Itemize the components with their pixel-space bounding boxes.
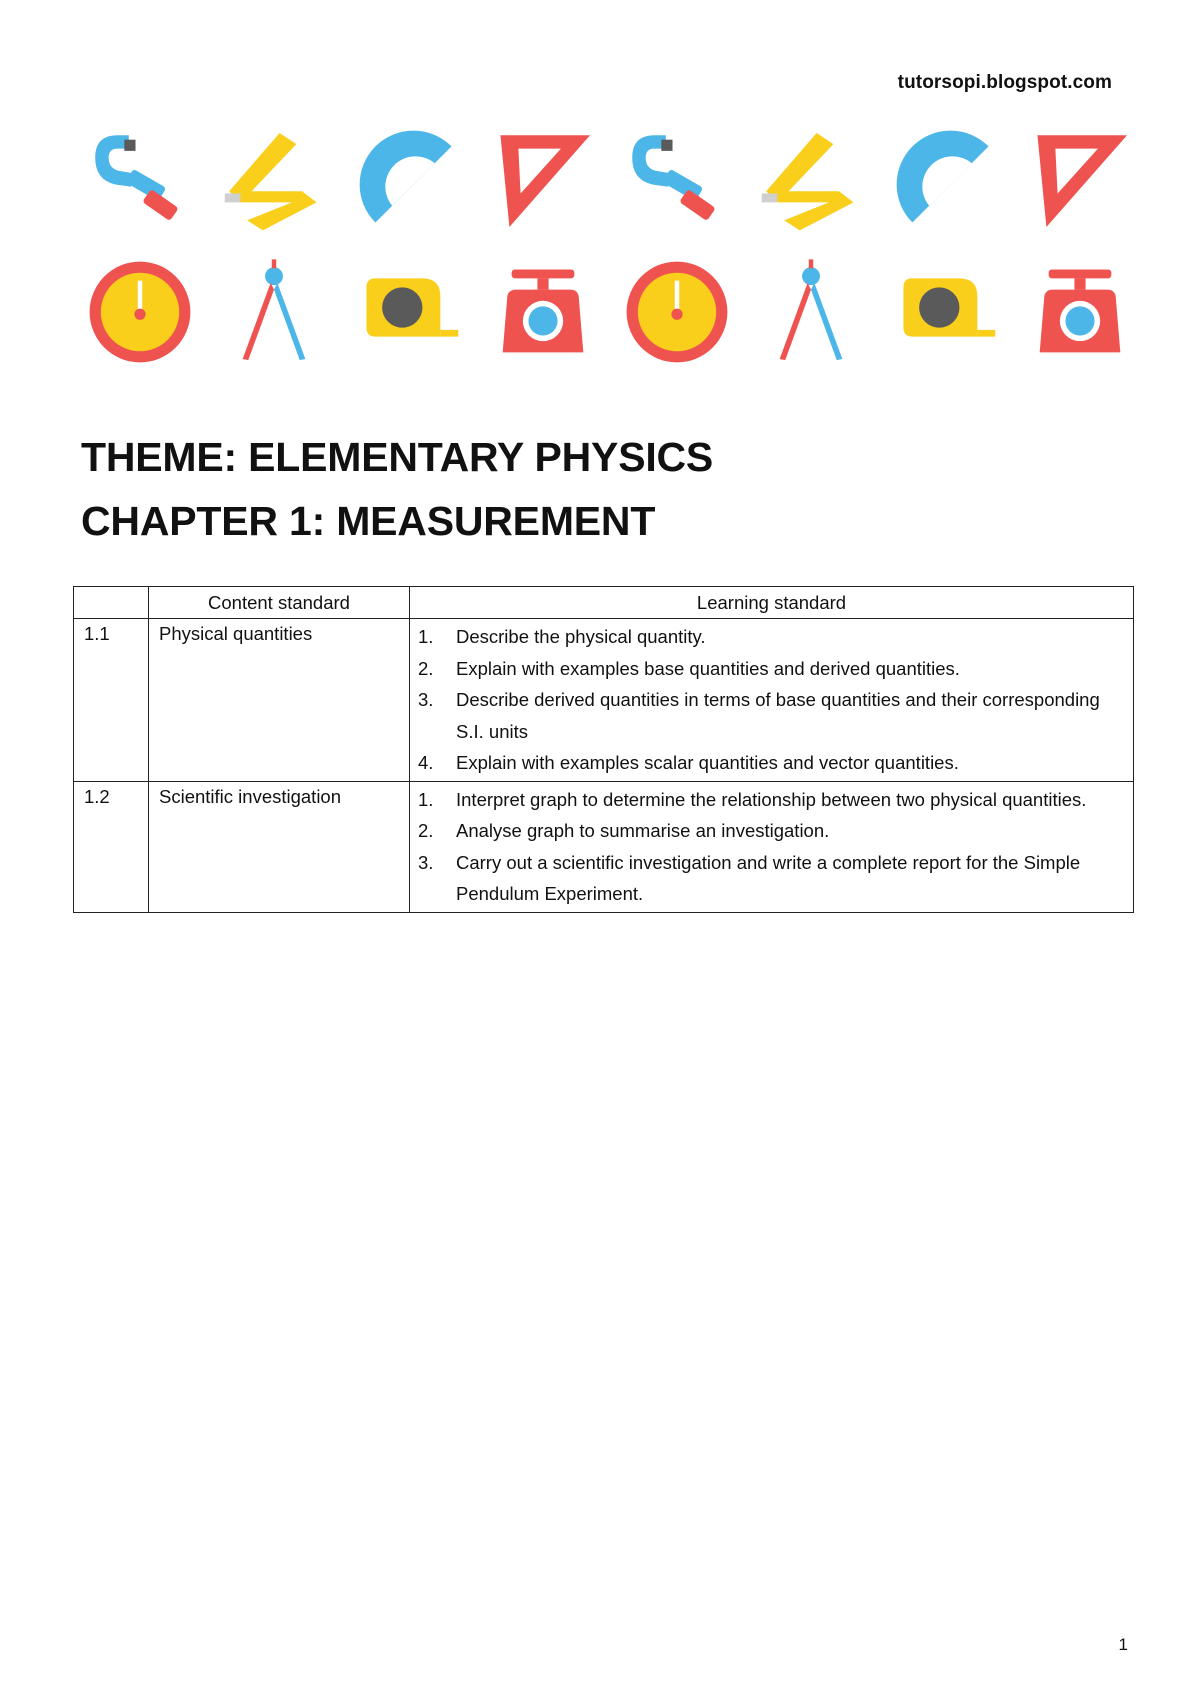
ruler-icon: [214, 120, 334, 240]
item-text: Interpret graph to determine the relationship between two physical quantities.: [456, 788, 1087, 810]
item-number: 1.: [418, 626, 434, 647]
gauge-icon: [80, 252, 200, 372]
gauge-icon: [617, 252, 737, 372]
list-item: [418, 847, 1125, 910]
learning-standard: [410, 781, 1134, 912]
instrument-icons: [80, 120, 1140, 384]
list-item: [418, 684, 1125, 747]
item-number: 3.: [418, 689, 434, 710]
header-num: [74, 587, 149, 619]
weighing-scale-icon: [1020, 252, 1140, 372]
weighing-scale-icon: [483, 252, 603, 372]
compass-icon: [214, 252, 334, 372]
item-number: 4.: [418, 752, 434, 773]
item-number: 1.: [418, 788, 434, 810]
content-standard: Scientific investigation: [149, 781, 410, 912]
list-item: [418, 747, 1125, 779]
item-text: Describe the physical quantity.: [456, 626, 706, 647]
list-item: [418, 621, 1125, 653]
theme-title: THEME: ELEMENTARY PHYSICS: [81, 434, 714, 480]
list-item: [418, 653, 1125, 685]
standards-table: [73, 586, 1134, 913]
tape-measure-icon: [349, 252, 469, 372]
micrometer-icon: [617, 120, 737, 240]
item-number: 3.: [418, 851, 434, 873]
list-item: [418, 815, 1125, 847]
protractor-icon: [886, 120, 1006, 240]
content-standard: Physical quantities: [149, 619, 410, 782]
table-row: [74, 619, 1134, 782]
item-text: Explain with examples scalar quantities and vector quantities.: [456, 752, 959, 773]
item-number: 2.: [418, 657, 434, 679]
row-number: 1.1: [74, 619, 149, 782]
chapter-title: CHAPTER 1: MEASUREMENT: [81, 498, 656, 544]
table-row: [74, 781, 1134, 912]
icon-row: [80, 252, 1140, 372]
learning-standard: [410, 619, 1134, 782]
item-number: 2.: [418, 820, 434, 841]
item-text: Explain with examples base quantities and derived quantities.: [456, 657, 960, 679]
title-block: [81, 425, 713, 553]
micrometer-icon: [80, 120, 200, 240]
ruler-icon: [751, 120, 871, 240]
list-item: [418, 784, 1125, 816]
item-text: Describe derived quantities in terms of base quantities and their corresponding S.I. units: [456, 689, 1100, 742]
site-url: tutorsopi.blogspot.com: [897, 72, 1112, 93]
page-number: 1: [1118, 1635, 1128, 1654]
icon-row: [80, 120, 1140, 240]
header-learning-standard: Learning standard: [410, 587, 1134, 619]
protractor-icon: [349, 120, 469, 240]
set-square-icon: [483, 120, 603, 240]
set-square-icon: [1020, 120, 1140, 240]
tape-measure-icon: [886, 252, 1006, 372]
row-number: 1.2: [74, 781, 149, 912]
table-header-row: [74, 587, 1134, 619]
header-content-standard: Content standard: [149, 587, 410, 619]
item-text: Analyse graph to summarise an investigation.: [456, 820, 830, 841]
compass-icon: [751, 252, 871, 372]
item-text: Carry out a scientific investigation and write a complete report for the Simple Pendulum Experiment.: [456, 851, 1081, 904]
